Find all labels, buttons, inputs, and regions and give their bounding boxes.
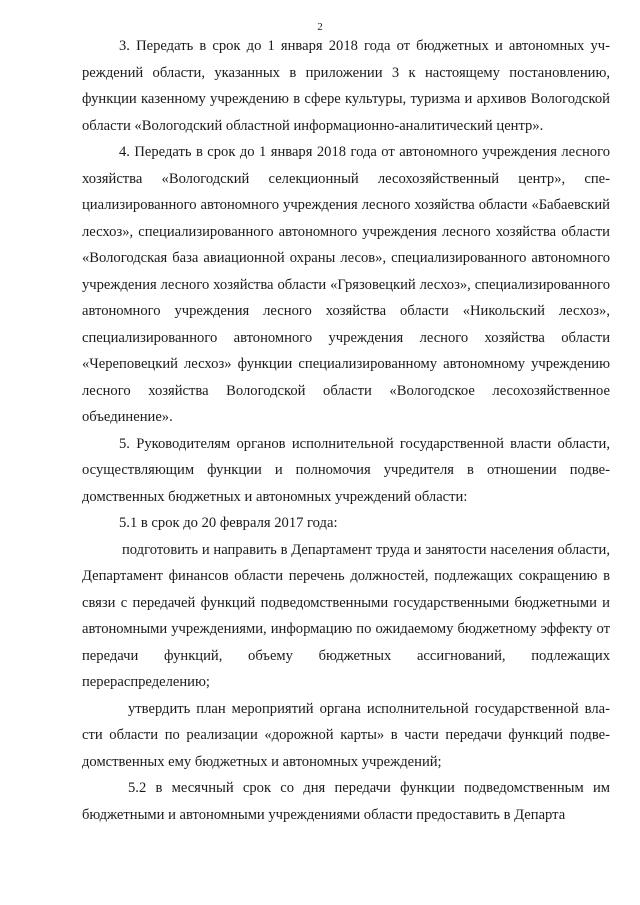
paragraph-5: 5. Руководителям органов исполнительной государственной власти области, осуществляющим функции и полномочия учредителя в отношении подведомственных бюджетных и автономных учреждений области: [82, 435, 610, 505]
paragraph-approve: утвердить план мероприятий органа исполнительной государственной власти области по реализации «дорожной карты» в части передачи функций подведомственных ему бюджетных и автономных учреждений; [82, 700, 610, 770]
document-body [82, 33, 610, 828]
paragraph-5-2: 5.2 в месячный срок со дня передачи функции подведомственным им бюджетными и автономными учреждениями области предоставить в Департа [82, 780, 610, 823]
paragraph-4: 4. Передать в срок до 1 января 2018 года от автономного учреждения лесного хозяйства «Вологодский селекционный лесохозяйственный центр», специализированного автономного учреждения лесного хозяйства области «Бабаевский лесхоз», специализированного автономного учреждения лесного хозяйства области «Вологодская база авиационной охраны лесов», специализированного автономного учреждения лесного хозяйства области «Грязовецкий лесхоз», специализированного автономного учреждения лесного хозяйства области «Никольский лесхоз», специализированного автономного учреждения лесного хозяйства области «Череповецкий лесхоз» функции специализированному автономному учреждению лесного хозяйства Вологодской области «Вологодское лесохозяйственное объединение». [82, 144, 610, 425]
paragraph-prepare: подготовить и направить в Департамент труда и занятости населения области, Департамент финансов области перечень должностей, подлежащих сокращению в связи с передачей функций подведомственными государственными бюджетными и автономными учреждениями, информацию по ожидаемому бюджетному эффекту от передачи функций, объему бюджетных ассигнований, подлежащих перераспределению; [82, 541, 610, 690]
page-number: 2 [317, 21, 323, 33]
paragraph-5-1: 5.1 в срок до 20 февраля 2017 года: [119, 515, 338, 531]
paragraph-3: 3. Передать в срок до 1 января 2018 года от бюджетных и автономных учреждений области, указанных в приложении 3 к настоящему постановлению, функции казенному учреждению в сфере культуры, туризма и архивов Вологодской области «Вологодский областной информационно-аналитический центр». [82, 38, 610, 134]
